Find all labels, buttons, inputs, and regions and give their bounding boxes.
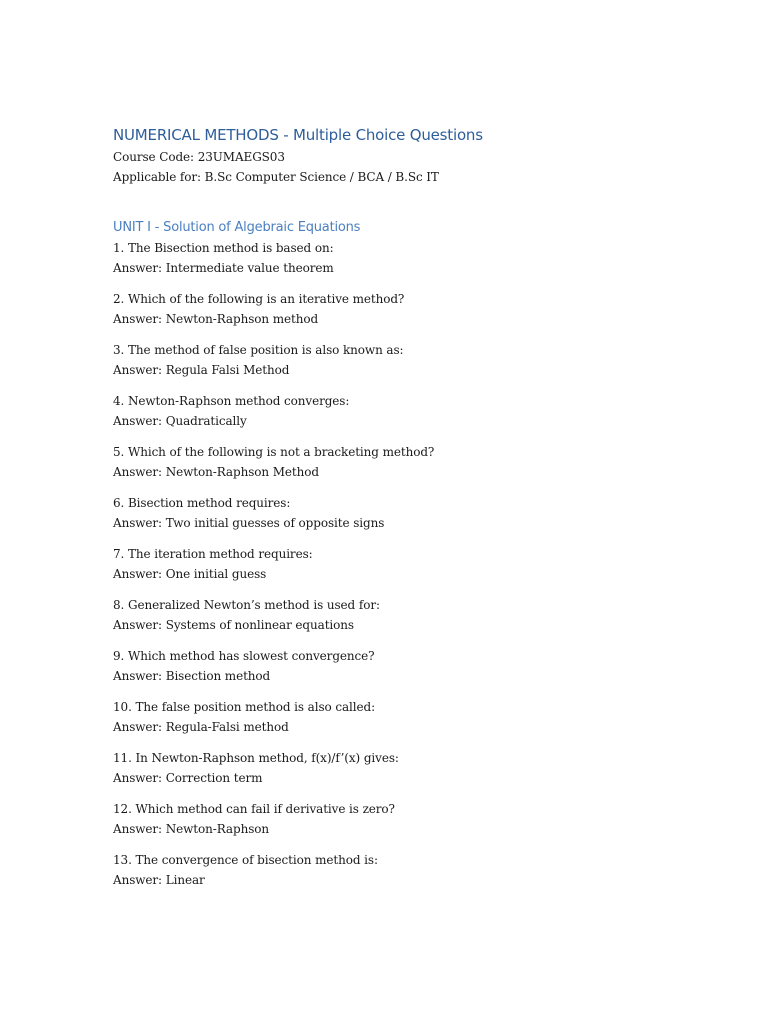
question-text: 13. The convergence of bisection method is: <box>113 853 378 867</box>
answer-text: Answer: Newton-Raphson <box>113 821 270 836</box>
answer-text: Answer: One initial guess <box>113 566 267 581</box>
question-text: 12. Which method can fail if derivative is zero? <box>113 802 395 816</box>
question-item <box>113 698 713 737</box>
answer-text: Answer: Regula-Falsi method <box>113 719 289 734</box>
question-item <box>113 443 713 482</box>
question-list <box>113 239 713 890</box>
question-text: 8. Generalized Newton’s method is used for: <box>113 598 380 612</box>
answer-text: Answer: Correction term <box>113 770 263 785</box>
answer-text: Answer: Intermediate value theorem <box>113 260 334 275</box>
question-item <box>113 290 713 329</box>
question-item <box>113 647 713 686</box>
question-item <box>113 800 713 839</box>
question-item <box>113 851 713 890</box>
question-item <box>113 494 713 533</box>
applicable-for: Applicable for: B.Sc Computer Science / BCA / B.Sc IT <box>113 170 439 184</box>
document-page <box>113 124 713 902</box>
course-code: Course Code: 23UMAEGS03 <box>113 150 285 164</box>
question-item <box>113 341 713 380</box>
question-item <box>113 239 713 278</box>
unit-heading: UNIT I - Solution of Algebraic Equations <box>113 220 361 235</box>
question-item <box>113 596 713 635</box>
question-text: 1. The Bisection method is based on: <box>113 241 334 255</box>
answer-text: Answer: Quadratically <box>113 413 247 428</box>
answer-text: Answer: Newton-Raphson Method <box>113 464 319 479</box>
answer-text: Answer: Newton-Raphson method <box>113 311 319 326</box>
question-text: 10. The false position method is also called: <box>113 700 376 714</box>
question-text: 4. Newton-Raphson method converges: <box>113 394 350 408</box>
question-item <box>113 545 713 584</box>
question-text: 11. In Newton-Raphson method, f(x)/f’(x) gives: <box>113 751 399 765</box>
answer-text: Answer: Two initial guesses of opposite signs <box>113 515 385 530</box>
question-text: 7. The iteration method requires: <box>113 547 313 561</box>
question-text: 6. Bisection method requires: <box>113 496 291 510</box>
answer-text: Answer: Bisection method <box>113 668 271 683</box>
answer-text: Answer: Regula Falsi Method <box>113 362 290 377</box>
question-item <box>113 749 713 788</box>
question-item <box>113 392 713 431</box>
question-text: 9. Which method has slowest convergence? <box>113 649 375 663</box>
question-text: 3. The method of false position is also known as: <box>113 343 404 357</box>
answer-text: Answer: Linear <box>113 872 205 887</box>
answer-text: Answer: Systems of nonlinear equations <box>113 617 354 632</box>
question-text: 5. Which of the following is not a bracketing method? <box>113 445 435 459</box>
document-title: NUMERICAL METHODS - Multiple Choice Questions <box>113 126 483 144</box>
question-text: 2. Which of the following is an iterative method? <box>113 292 405 306</box>
